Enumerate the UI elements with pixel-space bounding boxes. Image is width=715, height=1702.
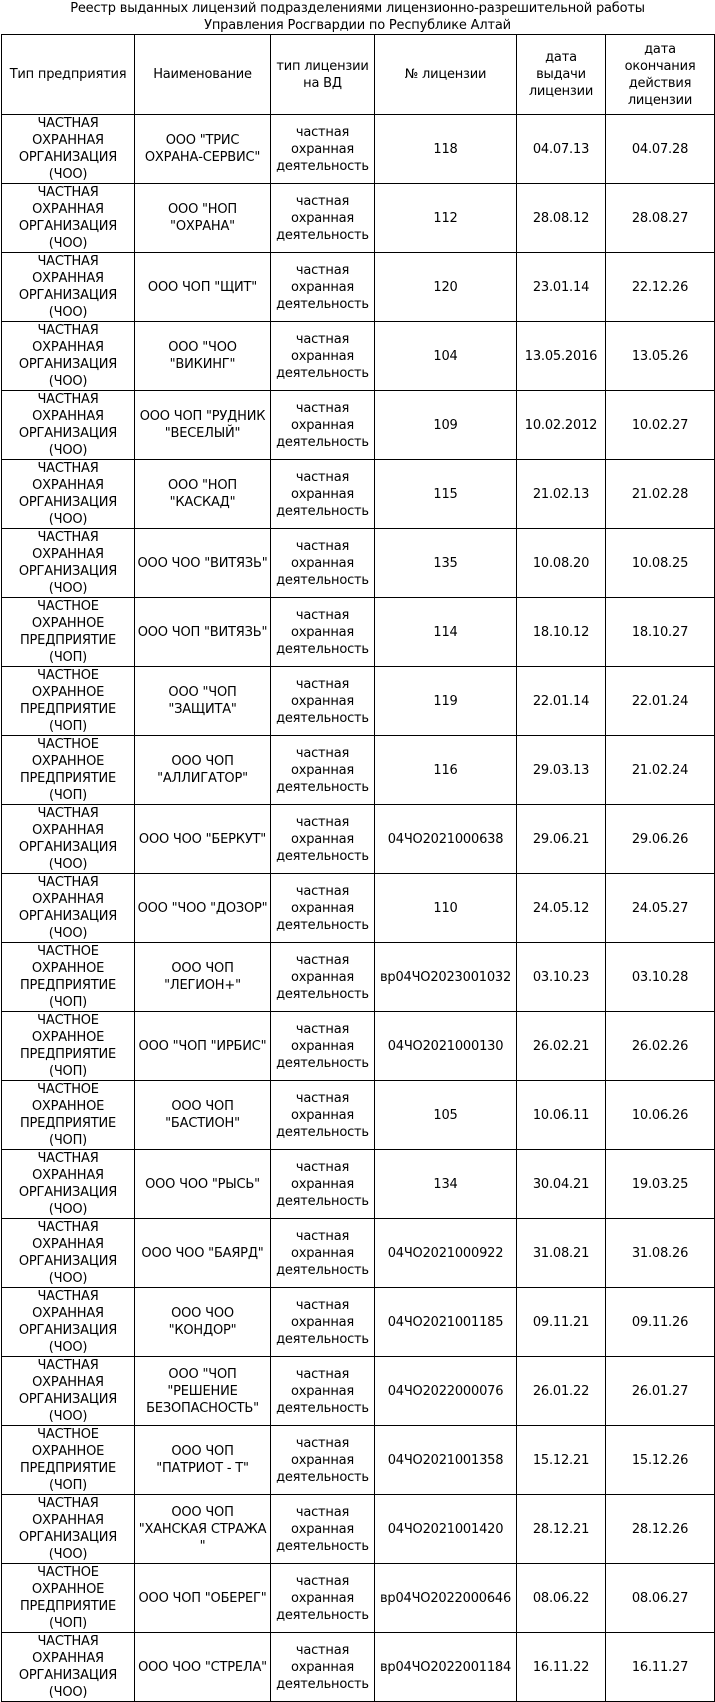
table-row [2, 598, 715, 667]
cell-enterprise-type: ЧАСТНОЕ ОХРАННОЕ ПРЕДПРИЯТИЕ (ЧОП) [2, 1564, 135, 1633]
cell-license-type: частная охранная деятельность [271, 322, 375, 391]
cell-license-type: частная охранная деятельность [271, 598, 375, 667]
table-row [2, 1357, 715, 1426]
cell-enterprise-type: ЧАСТНАЯ ОХРАННАЯ ОРГАНИЗАЦИЯ (ЧОО) [2, 805, 135, 874]
cell-issue-date: 23.01.14 [517, 253, 606, 322]
col-header-type: Тип предприятия [2, 35, 135, 115]
cell-issue-date: 13.05.2016 [517, 322, 606, 391]
table-row [2, 1081, 715, 1150]
col-header-license-number: № лицензии [375, 35, 517, 115]
cell-license-number: вр04ЧО2022001184 [375, 1633, 517, 1702]
cell-organization-name: ООО ЧОП "РУДНИК "ВЕСЕЛЫЙ" [135, 391, 271, 460]
cell-license-type: частная охранная деятельность [271, 736, 375, 805]
cell-expiry-date: 28.08.27 [606, 184, 715, 253]
cell-expiry-date: 26.01.27 [606, 1357, 715, 1426]
cell-enterprise-type: ЧАСТНОЕ ОХРАННОЕ ПРЕДПРИЯТИЕ (ЧОП) [2, 736, 135, 805]
table-row [2, 322, 715, 391]
cell-expiry-date: 10.02.27 [606, 391, 715, 460]
cell-license-type: частная охранная деятельность [271, 1426, 375, 1495]
cell-organization-name: ООО ЧОО "БЕРКУТ" [135, 805, 271, 874]
table-row [2, 115, 715, 184]
cell-organization-name: ООО "ЧОП "ЗАЩИТА" [135, 667, 271, 736]
table-row [2, 1219, 715, 1288]
table-row [2, 1426, 715, 1495]
cell-issue-date: 21.02.13 [517, 460, 606, 529]
cell-license-number: 116 [375, 736, 517, 805]
cell-enterprise-type: ЧАСТНАЯ ОХРАННАЯ ОРГАНИЗАЦИЯ (ЧОО) [2, 1495, 135, 1564]
table-row [2, 667, 715, 736]
cell-license-number: 105 [375, 1081, 517, 1150]
cell-license-number: 112 [375, 184, 517, 253]
cell-enterprise-type: ЧАСТНОЕ ОХРАННОЕ ПРЕДПРИЯТИЕ (ЧОП) [2, 598, 135, 667]
cell-license-number: 118 [375, 115, 517, 184]
cell-enterprise-type: ЧАСТНАЯ ОХРАННАЯ ОРГАНИЗАЦИЯ (ЧОО) [2, 1633, 135, 1702]
cell-expiry-date: 18.10.27 [606, 598, 715, 667]
cell-issue-date: 10.02.2012 [517, 391, 606, 460]
cell-expiry-date: 08.06.27 [606, 1564, 715, 1633]
cell-license-number: 04ЧО2022000076 [375, 1357, 517, 1426]
license-registry-table [1, 34, 715, 1702]
cell-organization-name: ООО ЧОП "ОБЕРЕГ" [135, 1564, 271, 1633]
cell-license-type: частная охранная деятельность [271, 253, 375, 322]
cell-license-type: частная охранная деятельность [271, 805, 375, 874]
cell-expiry-date: 21.02.24 [606, 736, 715, 805]
cell-license-type: частная охранная деятельность [271, 1495, 375, 1564]
table-row [2, 736, 715, 805]
cell-license-number: 04ЧО2021000130 [375, 1012, 517, 1081]
table-row [2, 1012, 715, 1081]
cell-expiry-date: 22.12.26 [606, 253, 715, 322]
cell-expiry-date: 13.05.26 [606, 322, 715, 391]
table-row [2, 1288, 715, 1357]
cell-organization-name: ООО ЧОО "КОНДОР" [135, 1288, 271, 1357]
cell-issue-date: 22.01.14 [517, 667, 606, 736]
cell-enterprise-type: ЧАСТНАЯ ОХРАННАЯ ОРГАНИЗАЦИЯ (ЧОО) [2, 184, 135, 253]
cell-expiry-date: 22.01.24 [606, 667, 715, 736]
cell-expiry-date: 09.11.26 [606, 1288, 715, 1357]
col-header-name: Наименование [135, 35, 271, 115]
cell-expiry-date: 15.12.26 [606, 1426, 715, 1495]
cell-issue-date: 24.05.12 [517, 874, 606, 943]
cell-expiry-date: 31.08.26 [606, 1219, 715, 1288]
cell-license-number: 114 [375, 598, 517, 667]
cell-license-type: частная охранная деятельность [271, 184, 375, 253]
cell-license-number: 135 [375, 529, 517, 598]
header-row [2, 35, 715, 115]
cell-enterprise-type: ЧАСТНАЯ ОХРАННАЯ ОРГАНИЗАЦИЯ (ЧОО) [2, 1219, 135, 1288]
cell-enterprise-type: ЧАСТНАЯ ОХРАННАЯ ОРГАНИЗАЦИЯ (ЧОО) [2, 460, 135, 529]
cell-license-number: 109 [375, 391, 517, 460]
cell-issue-date: 04.07.13 [517, 115, 606, 184]
cell-issue-date: 18.10.12 [517, 598, 606, 667]
cell-organization-name: ООО "НОП "ОХРАНА" [135, 184, 271, 253]
cell-organization-name: ООО ЧОП "ЩИТ" [135, 253, 271, 322]
cell-license-type: частная охранная деятельность [271, 874, 375, 943]
cell-license-type: частная охранная деятельность [271, 1219, 375, 1288]
cell-organization-name: ООО ЧОО "СТРЕЛА" [135, 1633, 271, 1702]
cell-license-number: 104 [375, 322, 517, 391]
title-line-2: Управления Росгвардии по Республике Алтай [204, 18, 511, 33]
cell-license-type: частная охранная деятельность [271, 1357, 375, 1426]
cell-issue-date: 31.08.21 [517, 1219, 606, 1288]
cell-license-type: частная охранная деятельность [271, 943, 375, 1012]
cell-enterprise-type: ЧАСТНОЕ ОХРАННОЕ ПРЕДПРИЯТИЕ (ЧОП) [2, 1426, 135, 1495]
cell-enterprise-type: ЧАСТНАЯ ОХРАННАЯ ОРГАНИЗАЦИЯ (ЧОО) [2, 115, 135, 184]
table-row [2, 1564, 715, 1633]
cell-issue-date: 09.11.21 [517, 1288, 606, 1357]
cell-expiry-date: 21.02.28 [606, 460, 715, 529]
cell-enterprise-type: ЧАСТНАЯ ОХРАННАЯ ОРГАНИЗАЦИЯ (ЧОО) [2, 253, 135, 322]
cell-issue-date: 15.12.21 [517, 1426, 606, 1495]
cell-organization-name: ООО "НОП "КАСКАД" [135, 460, 271, 529]
cell-enterprise-type: ЧАСТНАЯ ОХРАННАЯ ОРГАНИЗАЦИЯ (ЧОО) [2, 1357, 135, 1426]
cell-license-number: вр04ЧО2023001032 [375, 943, 517, 1012]
cell-issue-date: 26.01.22 [517, 1357, 606, 1426]
col-header-expiry-date: дата окончания действия лицензии [606, 35, 715, 115]
cell-license-type: частная охранная деятельность [271, 391, 375, 460]
cell-organization-name: ООО ЧОП "ЛЕГИОН+" [135, 943, 271, 1012]
cell-organization-name: ООО ЧОП "БАСТИОН" [135, 1081, 271, 1150]
cell-enterprise-type: ЧАСТНАЯ ОХРАННАЯ ОРГАНИЗАЦИЯ (ЧОО) [2, 1288, 135, 1357]
table-row [2, 1150, 715, 1219]
cell-license-type: частная охранная деятельность [271, 1288, 375, 1357]
table-row [2, 529, 715, 598]
cell-expiry-date: 28.12.26 [606, 1495, 715, 1564]
cell-issue-date: 30.04.21 [517, 1150, 606, 1219]
table-row [2, 1633, 715, 1702]
cell-organization-name: ООО "ТРИС ОХРАНА-СЕРВИС" [135, 115, 271, 184]
table-row [2, 460, 715, 529]
cell-organization-name: ООО "ЧОП "ИРБИС" [135, 1012, 271, 1081]
cell-organization-name: ООО ЧОП "АЛЛИГАТОР" [135, 736, 271, 805]
cell-organization-name: ООО ЧОО "РЫСЬ" [135, 1150, 271, 1219]
cell-expiry-date: 10.06.26 [606, 1081, 715, 1150]
cell-enterprise-type: ЧАСТНОЕ ОХРАННОЕ ПРЕДПРИЯТИЕ (ЧОП) [2, 943, 135, 1012]
cell-issue-date: 28.08.12 [517, 184, 606, 253]
cell-license-number: 04ЧО2021000922 [375, 1219, 517, 1288]
cell-organization-name: ООО ЧОО "ВИТЯЗЬ" [135, 529, 271, 598]
cell-enterprise-type: ЧАСТНАЯ ОХРАННАЯ ОРГАНИЗАЦИЯ (ЧОО) [2, 391, 135, 460]
cell-organization-name: ООО "ЧОО "ВИКИНГ" [135, 322, 271, 391]
cell-license-type: частная охранная деятельность [271, 1564, 375, 1633]
cell-license-type: частная охранная деятельность [271, 115, 375, 184]
cell-expiry-date: 24.05.27 [606, 874, 715, 943]
cell-license-type: частная охранная деятельность [271, 1633, 375, 1702]
cell-expiry-date: 16.11.27 [606, 1633, 715, 1702]
table-row [2, 1495, 715, 1564]
cell-issue-date: 10.08.20 [517, 529, 606, 598]
cell-license-number: 04ЧО2021001185 [375, 1288, 517, 1357]
cell-license-type: частная охранная деятельность [271, 1081, 375, 1150]
table-row [2, 943, 715, 1012]
cell-license-type: частная охранная деятельность [271, 1012, 375, 1081]
cell-issue-date: 26.02.21 [517, 1012, 606, 1081]
cell-enterprise-type: ЧАСТНАЯ ОХРАННАЯ ОРГАНИЗАЦИЯ (ЧОО) [2, 874, 135, 943]
cell-license-number: вр04ЧО2022000646 [375, 1564, 517, 1633]
cell-organization-name: ООО "ЧОО "ДОЗОР" [135, 874, 271, 943]
cell-license-number: 119 [375, 667, 517, 736]
cell-license-type: частная охранная деятельность [271, 667, 375, 736]
cell-expiry-date: 29.06.26 [606, 805, 715, 874]
cell-enterprise-type: ЧАСТНОЕ ОХРАННОЕ ПРЕДПРИЯТИЕ (ЧОП) [2, 1012, 135, 1081]
col-header-license-type: тип лицензии на ВД [271, 35, 375, 115]
cell-expiry-date: 10.08.25 [606, 529, 715, 598]
cell-expiry-date: 19.03.25 [606, 1150, 715, 1219]
cell-enterprise-type: ЧАСТНОЕ ОХРАННОЕ ПРЕДПРИЯТИЕ (ЧОП) [2, 1081, 135, 1150]
cell-organization-name: ООО "ЧОП "РЕШЕНИЕ БЕЗОПАСНОСТЬ" [135, 1357, 271, 1426]
cell-issue-date: 03.10.23 [517, 943, 606, 1012]
col-header-issue-date: дата выдачи лицензии [517, 35, 606, 115]
cell-license-number: 110 [375, 874, 517, 943]
cell-enterprise-type: ЧАСТНАЯ ОХРАННАЯ ОРГАНИЗАЦИЯ (ЧОО) [2, 322, 135, 391]
table-row [2, 391, 715, 460]
cell-issue-date: 29.03.13 [517, 736, 606, 805]
cell-license-number: 120 [375, 253, 517, 322]
title-line-1: Реестр выданных лицензий подразделениями лицензионно-разрешительной работы [70, 1, 645, 16]
cell-license-number: 134 [375, 1150, 517, 1219]
cell-issue-date: 28.12.21 [517, 1495, 606, 1564]
cell-enterprise-type: ЧАСТНОЕ ОХРАННОЕ ПРЕДПРИЯТИЕ (ЧОП) [2, 667, 135, 736]
cell-expiry-date: 26.02.26 [606, 1012, 715, 1081]
cell-license-number: 04ЧО2021001358 [375, 1426, 517, 1495]
cell-expiry-date: 03.10.28 [606, 943, 715, 1012]
cell-organization-name: ООО ЧОО "БАЯРД" [135, 1219, 271, 1288]
cell-issue-date: 16.11.22 [517, 1633, 606, 1702]
table-row [2, 253, 715, 322]
cell-license-number: 04ЧО2021000638 [375, 805, 517, 874]
cell-issue-date: 10.06.11 [517, 1081, 606, 1150]
cell-organization-name: ООО ЧОП "ПАТРИОТ - Т" [135, 1426, 271, 1495]
cell-enterprise-type: ЧАСТНАЯ ОХРАННАЯ ОРГАНИЗАЦИЯ (ЧОО) [2, 1150, 135, 1219]
cell-license-number: 04ЧО2021001420 [375, 1495, 517, 1564]
cell-organization-name: ООО ЧОП "ВИТЯЗЬ" [135, 598, 271, 667]
cell-license-type: частная охранная деятельность [271, 460, 375, 529]
cell-expiry-date: 04.07.28 [606, 115, 715, 184]
cell-issue-date: 29.06.21 [517, 805, 606, 874]
cell-organization-name: ООО ЧОП "ХАНСКАЯ СТРАЖА " [135, 1495, 271, 1564]
cell-issue-date: 08.06.22 [517, 1564, 606, 1633]
cell-license-number: 115 [375, 460, 517, 529]
table-row [2, 874, 715, 943]
table-row [2, 805, 715, 874]
cell-enterprise-type: ЧАСТНАЯ ОХРАННАЯ ОРГАНИЗАЦИЯ (ЧОО) [2, 529, 135, 598]
cell-license-type: частная охранная деятельность [271, 529, 375, 598]
table-row [2, 184, 715, 253]
document-title [0, 0, 715, 34]
cell-license-type: частная охранная деятельность [271, 1150, 375, 1219]
